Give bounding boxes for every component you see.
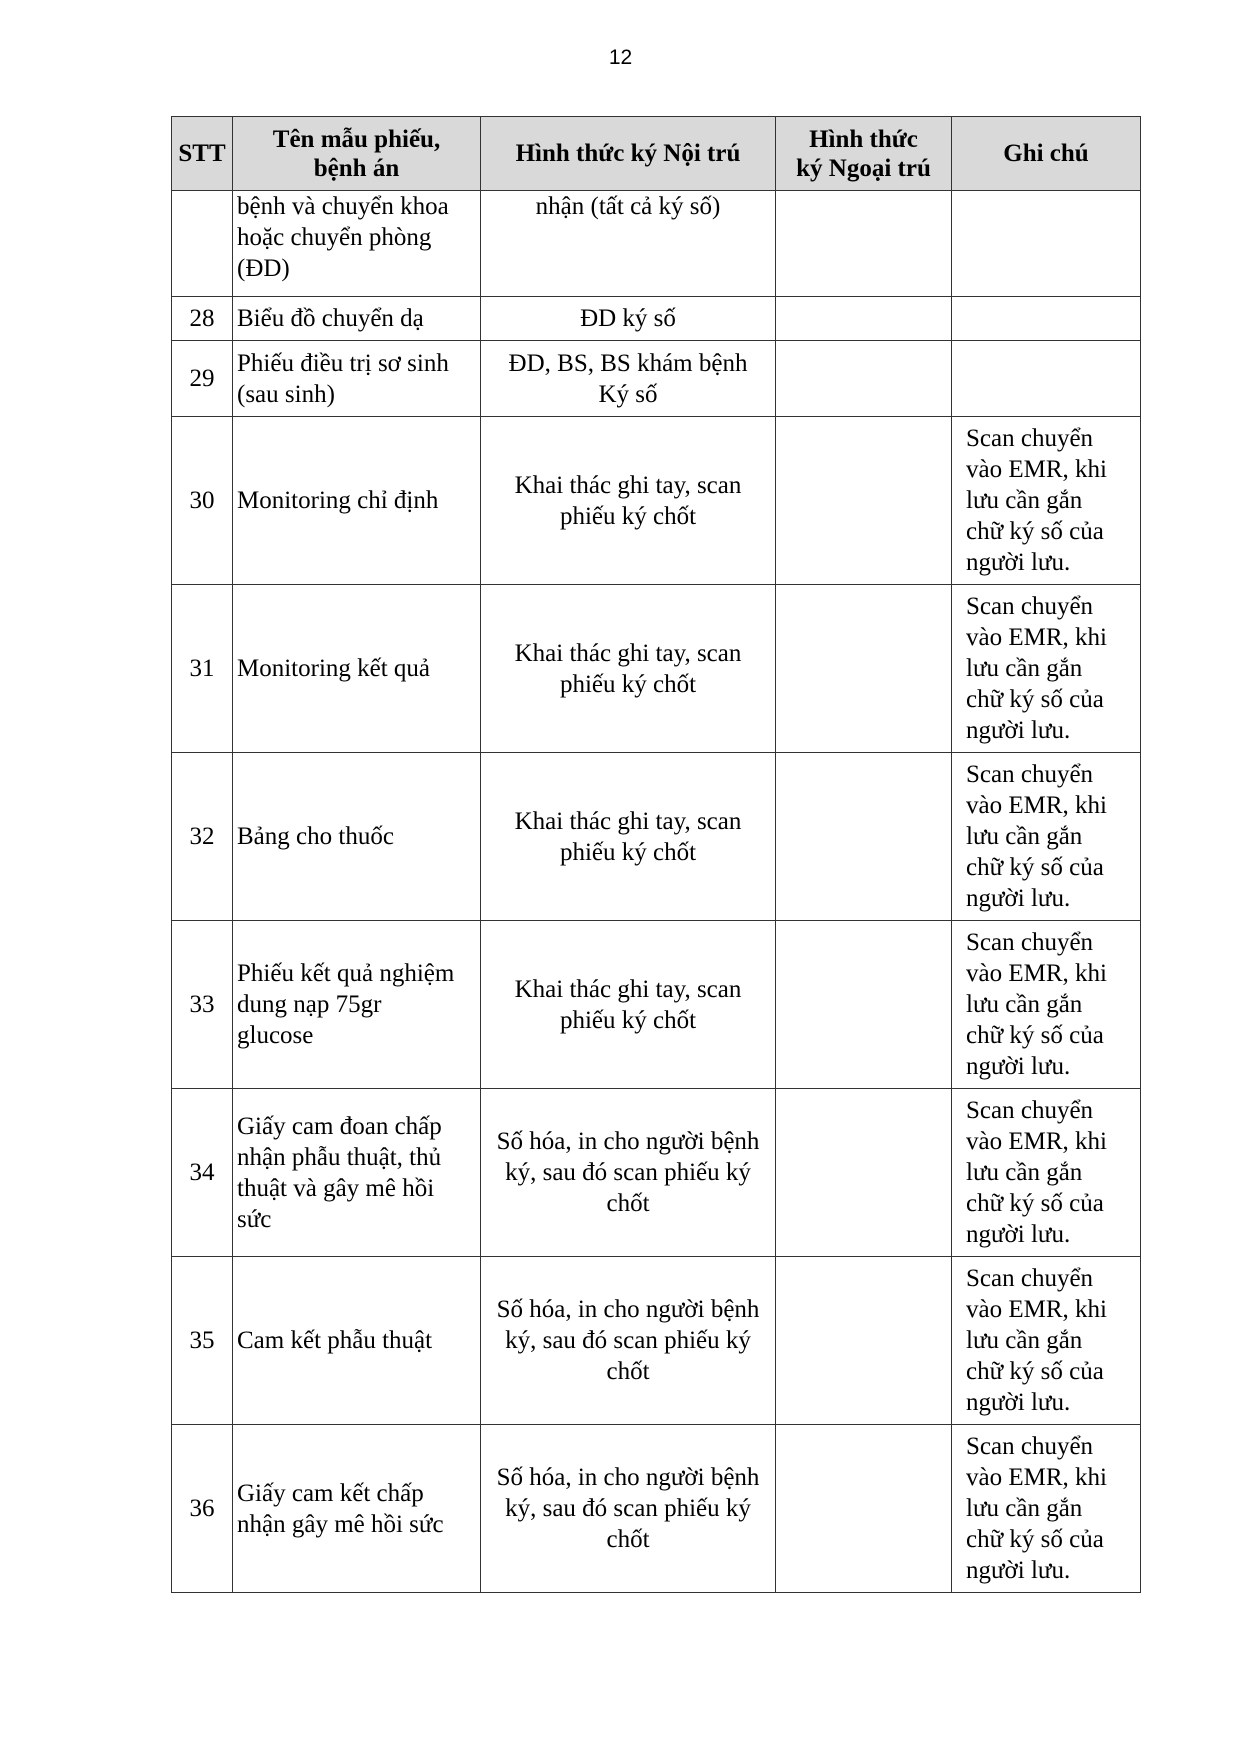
header-note: Ghi chú bbox=[952, 117, 1141, 191]
table-row bbox=[172, 1425, 1141, 1593]
header-inpatient-signing: Hình thức ký Nội trú bbox=[481, 117, 776, 191]
cell-stt: 34 bbox=[172, 1089, 233, 1257]
cell-outpatient bbox=[776, 1425, 952, 1593]
cell-outpatient bbox=[776, 417, 952, 585]
cell-form-name: bệnh và chuyển khoa hoặc chuyển phòng (ĐD) bbox=[233, 191, 481, 297]
table-row bbox=[172, 1257, 1141, 1425]
cell-outpatient bbox=[776, 341, 952, 417]
cell-outpatient bbox=[776, 1089, 952, 1257]
table-row bbox=[172, 1089, 1141, 1257]
table-row bbox=[172, 191, 1141, 297]
cell-form-name: Cam kết phẫu thuật bbox=[233, 1257, 481, 1425]
cell-stt: 30 bbox=[172, 417, 233, 585]
cell-outpatient bbox=[776, 1257, 952, 1425]
table-row bbox=[172, 417, 1141, 585]
cell-note bbox=[952, 191, 1141, 297]
header-outpatient-signing: Hình thức ký Ngoại trú bbox=[776, 117, 952, 191]
page-number: 12 bbox=[608, 46, 633, 69]
cell-note: Scan chuyển vào EMR, khi lưu cần gắn chữ ký số của người lưu. bbox=[952, 753, 1141, 921]
cell-note bbox=[952, 297, 1141, 341]
cell-outpatient bbox=[776, 191, 952, 297]
cell-outpatient bbox=[776, 585, 952, 753]
cell-note: Scan chuyển vào EMR, khi lưu cần gắn chữ ký số của người lưu. bbox=[952, 1089, 1141, 1257]
cell-note: Scan chuyển vào EMR, khi lưu cần gắn chữ ký số của người lưu. bbox=[952, 585, 1141, 753]
cell-stt: 31 bbox=[172, 585, 233, 753]
cell-note: Scan chuyển vào EMR, khi lưu cần gắn chữ ký số của người lưu. bbox=[952, 1425, 1141, 1593]
cell-inpatient: Số hóa, in cho người bệnh ký, sau đó scan phiếu ký chốt bbox=[481, 1257, 776, 1425]
cell-note bbox=[952, 341, 1141, 417]
cell-form-name: Giấy cam kết chấp nhận gây mê hồi sức bbox=[233, 1425, 481, 1593]
cell-inpatient: Số hóa, in cho người bệnh ký, sau đó scan phiếu ký chốt bbox=[481, 1089, 776, 1257]
cell-outpatient bbox=[776, 297, 952, 341]
table-row bbox=[172, 585, 1141, 753]
cell-form-name: Phiếu kết quả nghiệm dung nạp 75gr glucose bbox=[233, 921, 481, 1089]
cell-form-name: Bảng cho thuốc bbox=[233, 753, 481, 921]
cell-inpatient: Khai thác ghi tay, scan phiếu ký chốt bbox=[481, 585, 776, 753]
cell-stt: 28 bbox=[172, 297, 233, 341]
cell-inpatient: ĐD ký số bbox=[481, 297, 776, 341]
cell-form-name: Giấy cam đoan chấp nhận phẫu thuật, thủ thuật và gây mê hồi sức bbox=[233, 1089, 481, 1257]
cell-note: Scan chuyển vào EMR, khi lưu cần gắn chữ ký số của người lưu. bbox=[952, 1257, 1141, 1425]
cell-note: Scan chuyển vào EMR, khi lưu cần gắn chữ ký số của người lưu. bbox=[952, 417, 1141, 585]
cell-stt: 35 bbox=[172, 1257, 233, 1425]
table-row bbox=[172, 341, 1141, 417]
cell-form-name: Biểu đồ chuyển dạ bbox=[233, 297, 481, 341]
header-form-name: Tên mẫu phiếu, bệnh án bbox=[233, 117, 481, 191]
cell-inpatient: ĐD, BS, BS khám bệnh Ký số bbox=[481, 341, 776, 417]
table-row bbox=[172, 921, 1141, 1089]
cell-form-name: Phiếu điều trị sơ sinh (sau sinh) bbox=[233, 341, 481, 417]
cell-stt: 29 bbox=[172, 341, 233, 417]
cell-inpatient: Khai thác ghi tay, scan phiếu ký chốt bbox=[481, 753, 776, 921]
cell-inpatient: Số hóa, in cho người bệnh ký, sau đó scan phiếu ký chốt bbox=[481, 1425, 776, 1593]
cell-outpatient bbox=[776, 921, 952, 1089]
cell-stt bbox=[172, 191, 233, 297]
cell-inpatient: Khai thác ghi tay, scan phiếu ký chốt bbox=[481, 921, 776, 1089]
cell-outpatient bbox=[776, 753, 952, 921]
cell-stt: 33 bbox=[172, 921, 233, 1089]
table-row bbox=[172, 297, 1141, 341]
table-row bbox=[172, 753, 1141, 921]
cell-inpatient: Khai thác ghi tay, scan phiếu ký chốt bbox=[481, 417, 776, 585]
cell-form-name: Monitoring kết quả bbox=[233, 585, 481, 753]
table-header-row bbox=[172, 117, 1141, 191]
cell-stt: 36 bbox=[172, 1425, 233, 1593]
header-stt: STT bbox=[172, 117, 233, 191]
cell-note: Scan chuyển vào EMR, khi lưu cần gắn chữ ký số của người lưu. bbox=[952, 921, 1141, 1089]
signature-form-table bbox=[171, 116, 1141, 1593]
cell-stt: 32 bbox=[172, 753, 233, 921]
cell-inpatient: nhận (tất cả ký số) bbox=[481, 191, 776, 297]
cell-form-name: Monitoring chỉ định bbox=[233, 417, 481, 585]
